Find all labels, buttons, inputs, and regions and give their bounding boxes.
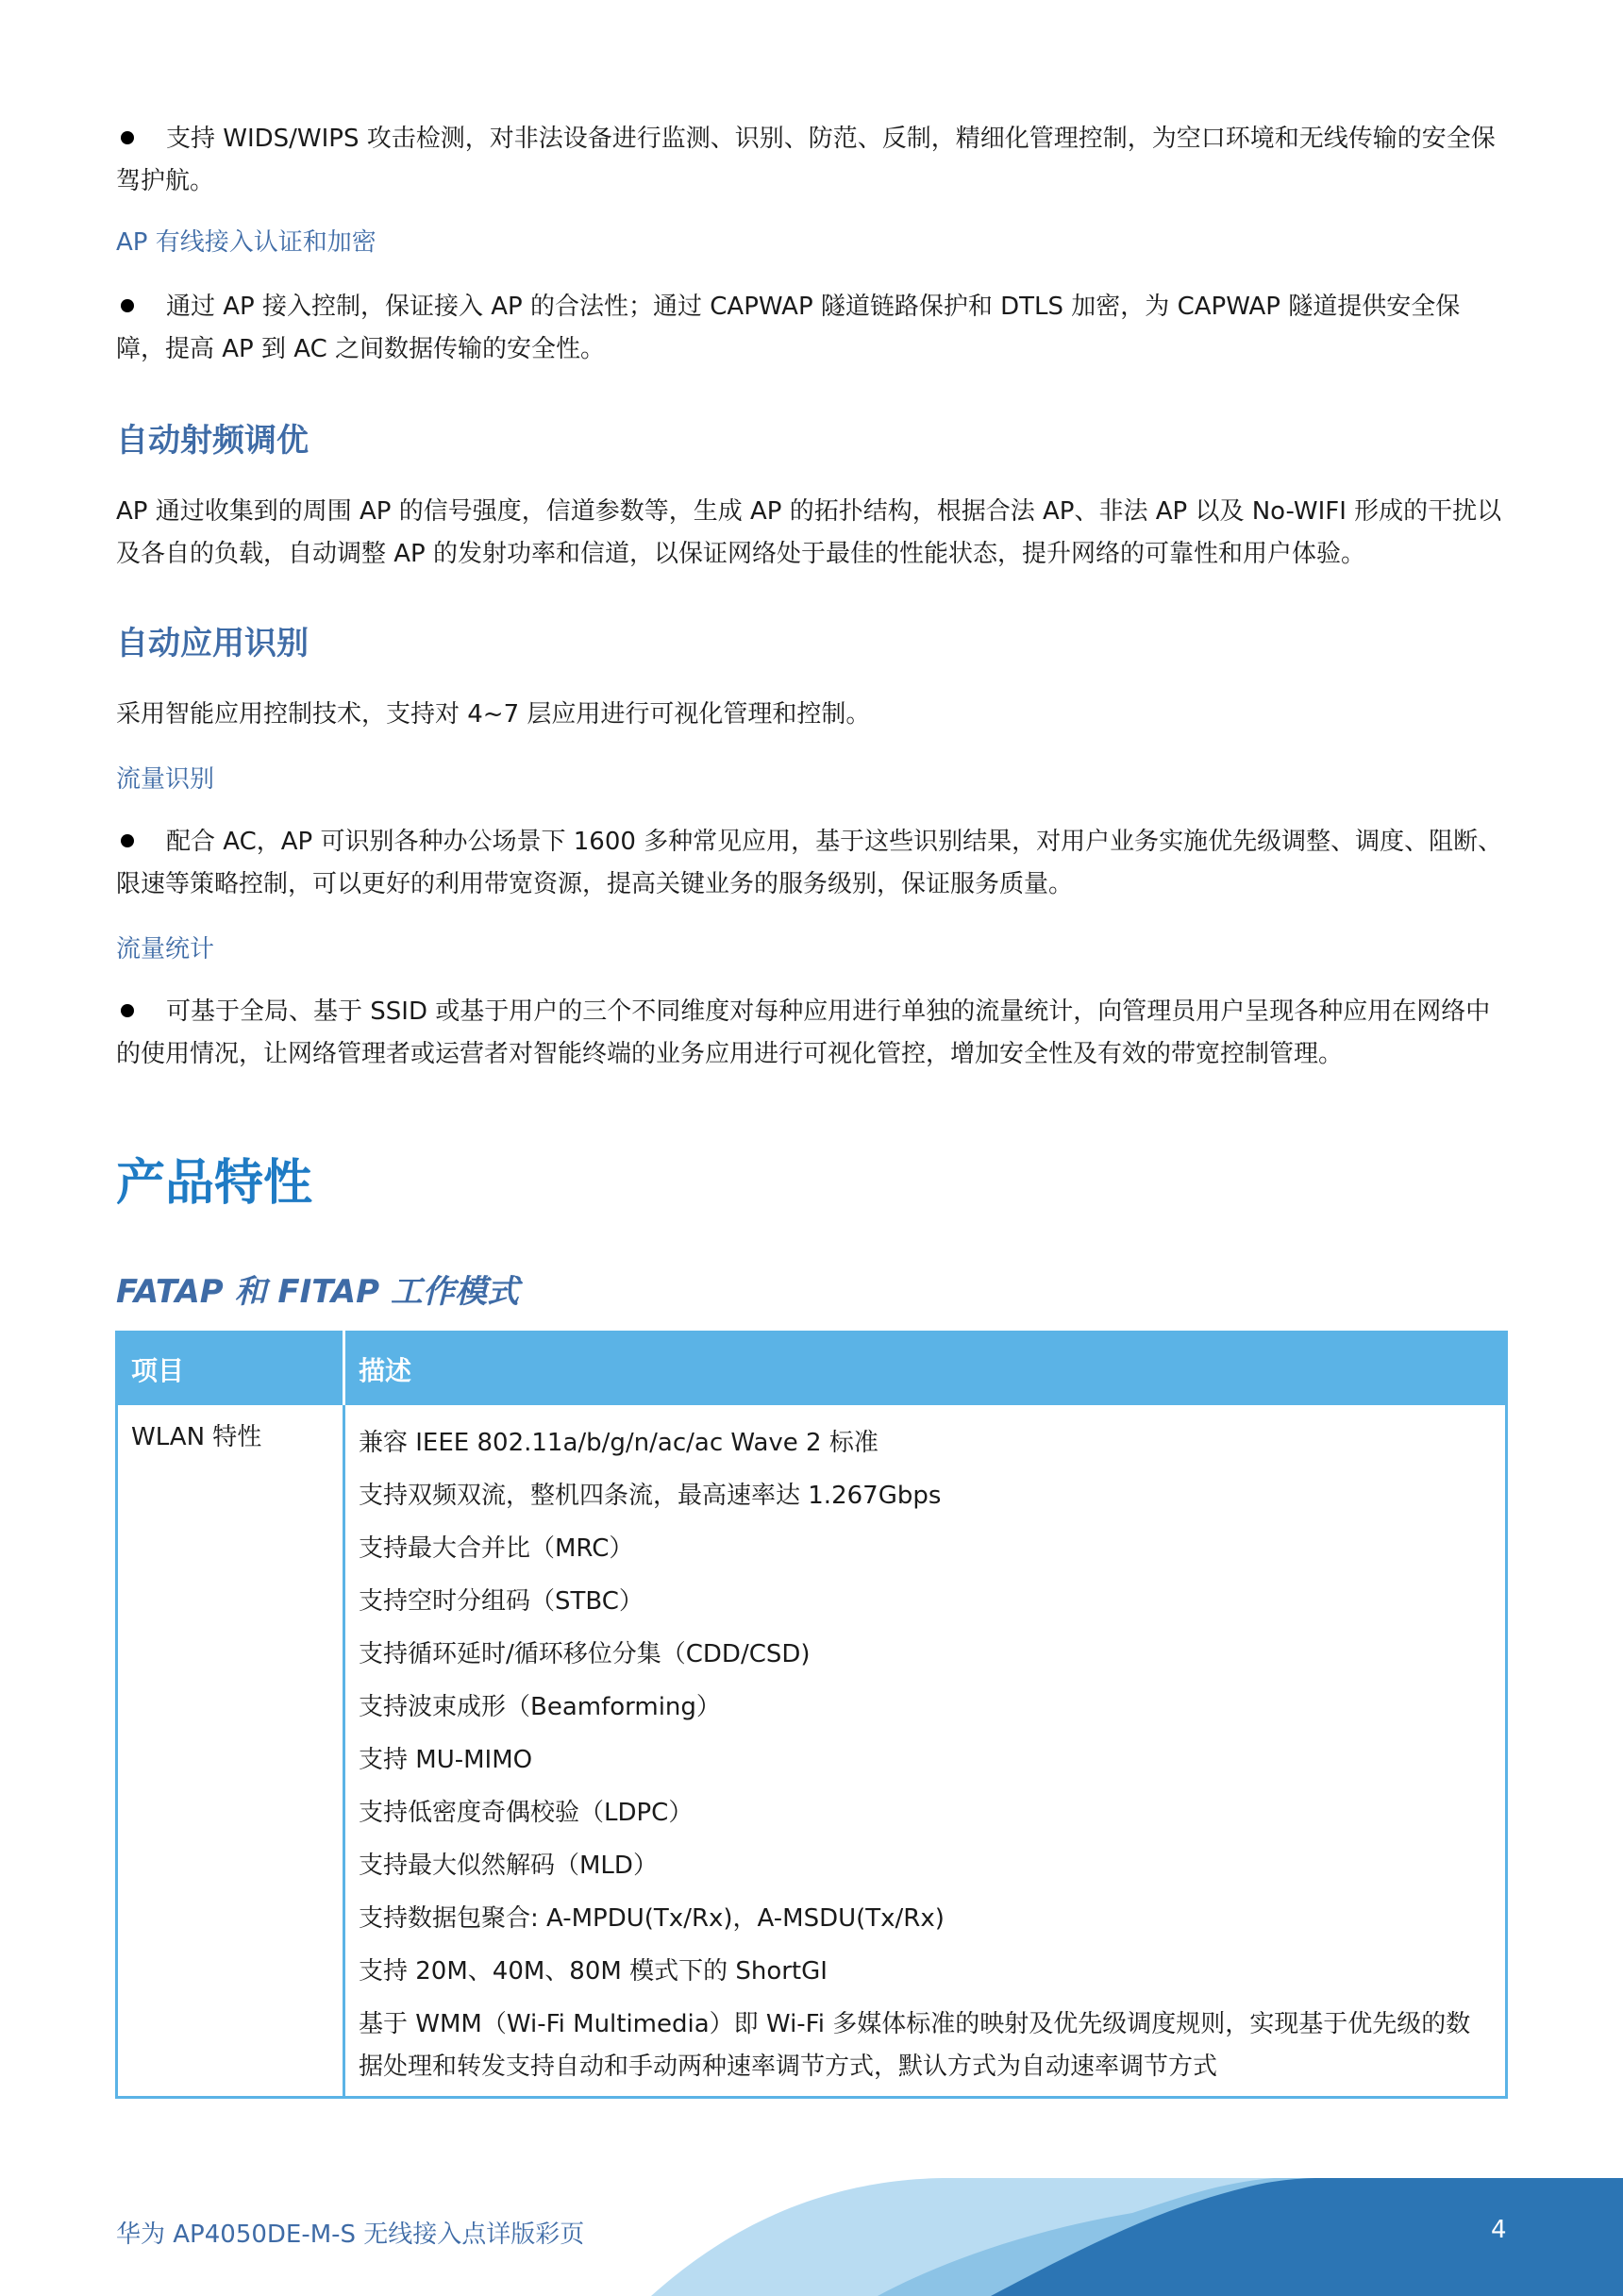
bullet-icon <box>121 1004 134 1017</box>
feature-item: 支持空时分组码（STBC） <box>359 1587 644 1616</box>
header-item: 项目 <box>117 1332 344 1406</box>
feature-table <box>115 1331 1508 2099</box>
header-description: 描述 <box>344 1332 1507 1406</box>
footer-doc-title: 华为 AP4050DE-M-S 无线接入点详版彩页 <box>116 2221 585 2249</box>
feature-item: 支持最大合并比（MRC） <box>359 1534 634 1563</box>
ap-wired-bullet: 通过 AP 接入控制，保证接入 AP 的合法性；通过 CAPWAP 隧道链路保护和 DTLS 加密，为 CAPWAP 隧道提供安全保障，提高 AP 到 AC 之间数据传输的安全性。 <box>116 293 1461 363</box>
rf-tuning-body-block <box>116 491 1508 576</box>
app-id-heading: 自动应用识别 <box>116 625 309 662</box>
traffic-stats-section <box>116 932 1508 966</box>
traffic-id-body <box>116 821 1508 906</box>
feature-item: 支持循环延时/循环移位分集（CDD/CSD) <box>359 1640 811 1668</box>
app-id-body-block <box>116 694 1508 736</box>
traffic-id-heading: 流量识别 <box>116 765 215 794</box>
rf-tuning-section <box>116 418 1508 463</box>
feature-item: 兼容 IEEE 802.11a/b/g/n/ac/ac Wave 2 标准 <box>359 1429 878 1457</box>
product-features-section <box>116 1152 1508 1215</box>
feature-item: 支持数据包聚合: A-MPDU(Tx/Rx)，A-MSDU(Tx/Rx) <box>359 1904 945 1933</box>
rf-tuning-body: AP 通过收集到的周围 AP 的信号强度，信道参数等，生成 AP 的拓扑结构，根据合法 AP、非法 AP 以及 No-WIFI 形成的干扰以及各自的负载，自动调整 AP 的发射功率和信道，以保证网络处于最佳的性能状态，提升网络的可靠性和用户体验。 <box>116 497 1502 568</box>
feature-item: 基于 WMM（Wi-Fi Multimedia）即 Wi-Fi 多媒体标准的映射及优先级调度规则，实现基于优先级的数据处理和转发支持自动和手动两种速率调节方式，默认方式为自动速率调节方式 <box>359 2010 1471 2081</box>
traffic-stats-heading: 流量统计 <box>116 935 215 964</box>
wids-section <box>116 118 1508 203</box>
ap-wired-body <box>116 286 1508 371</box>
page-number: 4 <box>1491 2216 1507 2244</box>
feature-item: 支持双频双流，整机四条流，最高速率达 1.267Gbps <box>359 1482 942 1510</box>
app-id-body: 采用智能应用控制技术，支持对 4~7 层应用进行可视化管理和控制。 <box>116 700 871 729</box>
ap-wired-section <box>116 226 1508 260</box>
table-row <box>117 1405 1507 2098</box>
feature-item: 支持 MU-MIMO <box>359 1746 533 1774</box>
traffic-stats-bullet: 可基于全局、基于 SSID 或基于用户的三个不同维度对每种应用进行单独的流量统计，向管理员用户呈现各种应用在网络中的使用情况，让网络管理者或运营者对智能终端的业务应用进行可视化管控，增加安全性及有效的带宽控制管理。 <box>116 997 1491 1068</box>
traffic-id-section <box>116 763 1508 796</box>
wids-bullet: 支持 WIDS/WIPS 攻击检测，对非法设备进行监测、识别、防范、反制，精细化管理控制，为空口环境和无线传输的安全保驾护航。 <box>116 125 1496 195</box>
feature-item: 支持 20M、40M、80M 模式下的 ShortGI <box>359 1957 828 1986</box>
feature-item: 支持最大似然解码（MLD） <box>359 1852 658 1880</box>
ap-wired-heading: AP 有线接入认证和加密 <box>116 228 376 257</box>
table-title-block <box>116 1269 1508 1315</box>
table-header-row <box>117 1332 1507 1406</box>
traffic-stats-body <box>116 991 1508 1076</box>
traffic-id-bullet: 配合 AC，AP 可识别各种办公场景下 1600 多种常见应用，基于这些识别结果，对用户业务实施优先级调整、调度、阻断、限速等策略控制，可以更好的利用带宽资源，提高关键业务的服务级别，保证服务质量。 <box>116 828 1503 898</box>
bullet-icon <box>121 834 134 847</box>
table-title: FATAP 和 FITAP 工作模式 <box>116 1273 519 1311</box>
bullet-icon <box>121 299 134 312</box>
bullet-icon <box>121 131 134 144</box>
row-description <box>344 1405 1507 2098</box>
product-features-heading: 产品特性 <box>116 1155 313 1212</box>
row-label: WLAN 特性 <box>117 1405 344 2098</box>
app-id-section <box>116 621 1508 666</box>
feature-item: 支持波束成形（Beamforming） <box>359 1693 721 1721</box>
rf-tuning-heading: 自动射频调优 <box>116 422 309 460</box>
feature-item: 支持低密度奇偶校验（LDPC） <box>359 1799 694 1827</box>
